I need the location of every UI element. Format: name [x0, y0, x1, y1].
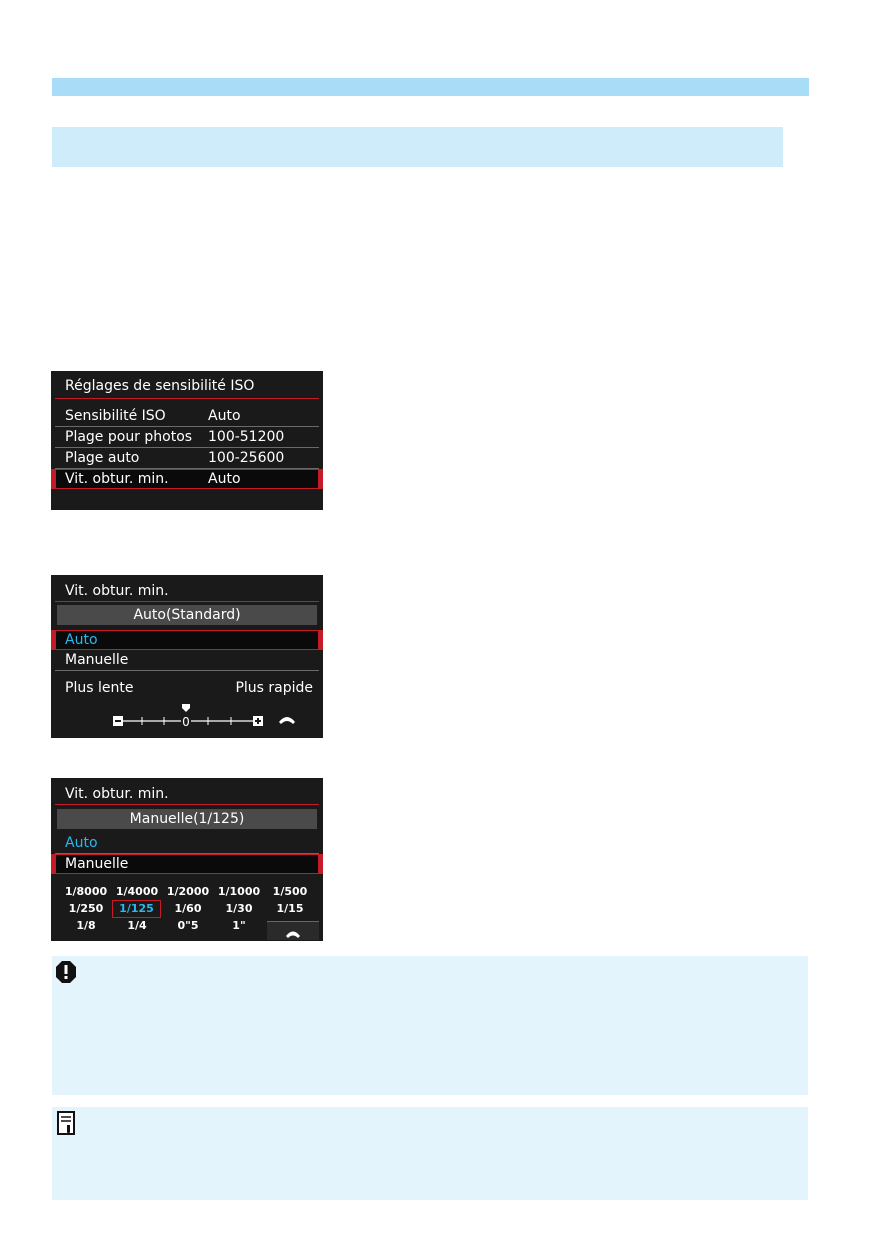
current-level-marker: [182, 704, 190, 712]
shutter-speed-option[interactable]: 1": [232, 919, 246, 932]
screen-title: Vit. obtur. min.: [65, 583, 169, 599]
menu-row-min-shutter-speed[interactable]: [55, 469, 319, 489]
option-auto[interactable]: [55, 630, 319, 650]
caution-icon: [55, 960, 77, 984]
menu-row-label: Sensibilité ISO: [65, 408, 166, 424]
caution-box: [52, 956, 808, 1095]
shutter-speed-option[interactable]: 1/15: [276, 902, 304, 915]
shutter-speed-option[interactable]: 1/2000: [166, 885, 210, 898]
menu-row-iso-speed[interactable]: [55, 406, 319, 427]
scale-zero-label: 0: [182, 715, 190, 729]
shutter-speed-option[interactable]: 0"5: [177, 919, 199, 932]
menu-row-value: 100-25600: [208, 450, 285, 466]
option-label: Auto: [65, 835, 98, 851]
menu-row-value: Auto: [208, 471, 241, 487]
option-label: Manuelle: [65, 856, 129, 872]
note-box: [52, 1107, 808, 1200]
min-shutter-manual-screen: [51, 778, 323, 941]
shutter-speed-option[interactable]: 1/8: [76, 919, 96, 932]
page-top-bar: [52, 78, 809, 96]
slower-label: Plus lente: [65, 680, 134, 696]
shutter-speed-option[interactable]: 1/4: [127, 919, 147, 932]
menu-row-auto-range[interactable]: [55, 448, 319, 469]
title-divider: [55, 398, 319, 399]
shutter-speed-option[interactable]: 1/1000: [217, 885, 261, 898]
menu-row-label: Plage pour photos: [65, 429, 193, 445]
option-manual[interactable]: [55, 854, 319, 874]
title-divider: [55, 601, 319, 602]
current-setting-display: Auto(Standard): [57, 605, 317, 625]
menu-row-value: Auto: [208, 408, 241, 424]
auto-level-scale[interactable]: [109, 703, 309, 731]
memo-icon: [57, 1111, 75, 1137]
shutter-speed-option[interactable]: 1/4000: [115, 885, 159, 898]
dial-box[interactable]: [267, 921, 319, 940]
shutter-speed-option[interactable]: 1/8000: [64, 885, 108, 898]
shutter-speed-option[interactable]: 1/500: [272, 885, 308, 898]
menu-row-photo-range[interactable]: [55, 427, 319, 448]
menu-row-value: 100-51200: [208, 429, 285, 445]
title-divider: [55, 804, 319, 805]
faster-label: Plus rapide: [235, 680, 313, 696]
current-setting-display: Manuelle(1/125): [57, 809, 317, 829]
dial-icon: [279, 717, 295, 724]
screen-title: Vit. obtur. min.: [65, 786, 169, 802]
dial-icon: [267, 922, 319, 940]
option-auto[interactable]: [55, 833, 319, 854]
option-manual[interactable]: [55, 650, 319, 671]
shutter-speed-option[interactable]: 1/60: [174, 902, 202, 915]
shutter-speed-option-selected[interactable]: 1/125: [114, 902, 159, 916]
option-label: Manuelle: [65, 652, 129, 668]
min-shutter-auto-screen: [51, 575, 323, 738]
shutter-speed-option[interactable]: 1/30: [225, 902, 253, 915]
screen-title: Réglages de sensibilité ISO: [65, 378, 255, 394]
iso-settings-screen: [51, 371, 323, 510]
shutter-speed-option[interactable]: 1/250: [68, 902, 104, 915]
option-label: Auto: [65, 632, 98, 648]
menu-row-label: Vit. obtur. min.: [65, 471, 169, 487]
menu-row-label: Plage auto: [65, 450, 140, 466]
section-heading-bar: [52, 127, 783, 167]
